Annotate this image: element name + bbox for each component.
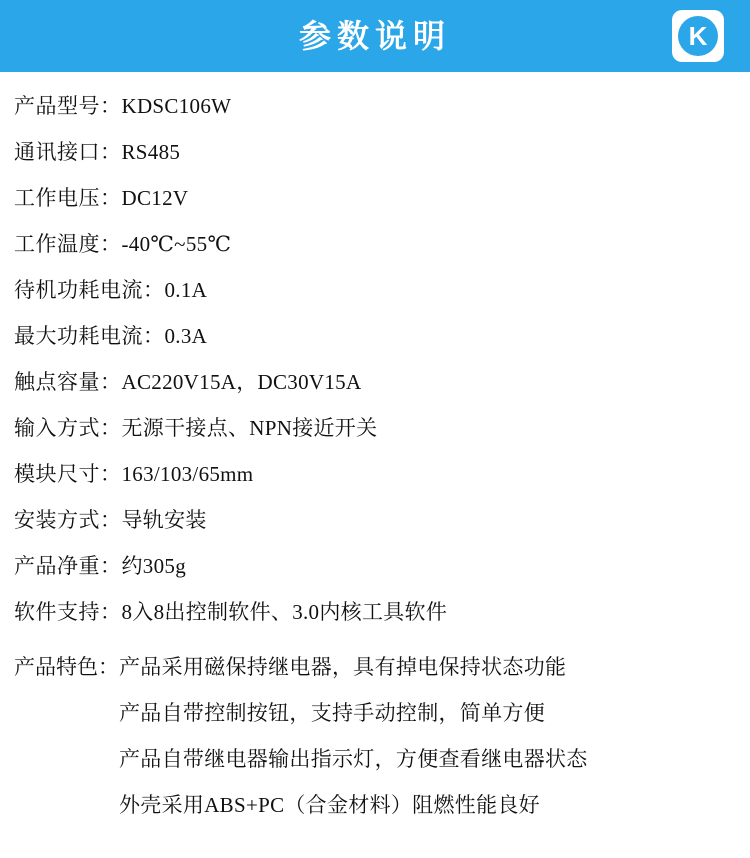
product-features [0, 644, 750, 828]
spec-list [0, 72, 750, 828]
spec-value: 8入8出控制软件、3.0内核工具软件 [121, 600, 448, 624]
spec-value: 导轨安装 [121, 508, 207, 532]
spec-label: 工作温度： [14, 232, 122, 256]
brand-logo [672, 10, 724, 62]
spec-row [0, 504, 750, 550]
spec-value: KDSC106W [121, 94, 232, 118]
spec-row [0, 228, 750, 274]
brand-k-icon: K [678, 16, 718, 56]
spec-label: 触点容量： [14, 370, 122, 394]
spec-row [0, 182, 750, 228]
spec-row [0, 366, 750, 412]
features-lines [119, 644, 588, 828]
spec-row [0, 320, 750, 366]
spec-label: 模块尺寸： [14, 462, 122, 486]
spec-value: RS485 [121, 140, 181, 164]
page-title: 参数说明 [298, 18, 451, 54]
spec-label: 产品型号： [14, 94, 122, 118]
spec-value: AC220V15A，DC30V15A [121, 370, 362, 394]
spec-label: 工作电压： [14, 186, 122, 210]
spec-label: 待机功耗电流： [14, 278, 165, 302]
feature-line: 产品自带继电器输出指示灯，方便查看继电器状态 [119, 747, 588, 771]
spec-row [0, 136, 750, 182]
spec-value: 无源干接点、NPN接近开关 [121, 416, 378, 440]
page-header [0, 0, 750, 72]
spec-label: 输入方式： [14, 416, 122, 440]
spec-value: 约305g [121, 554, 186, 578]
spec-label: 最大功耗电流： [14, 324, 165, 348]
spec-label: 安装方式： [14, 508, 122, 532]
spec-row [0, 90, 750, 136]
spec-row [0, 274, 750, 320]
spec-value: 0.1A [164, 278, 208, 302]
spec-row [0, 458, 750, 504]
spec-row [0, 596, 750, 642]
feature-line: 产品自带控制按钮，支持手动控制，简单方便 [119, 701, 545, 725]
spec-row [0, 412, 750, 458]
spec-value: DC12V [121, 186, 189, 210]
feature-line: 产品采用磁保持继电器，具有掉电保持状态功能 [119, 655, 567, 679]
spec-label: 产品净重： [14, 554, 122, 578]
features-label: 产品特色： [14, 655, 119, 679]
feature-line: 外壳采用ABS+PC（合金材料）阻燃性能良好 [119, 793, 540, 817]
spec-value: 0.3A [164, 324, 208, 348]
spec-value: -40℃~55℃ [121, 232, 232, 256]
spec-value: 163/103/65mm [121, 462, 254, 486]
spec-row [0, 550, 750, 596]
spec-label: 通讯接口： [14, 140, 122, 164]
spec-label: 软件支持： [14, 600, 122, 624]
